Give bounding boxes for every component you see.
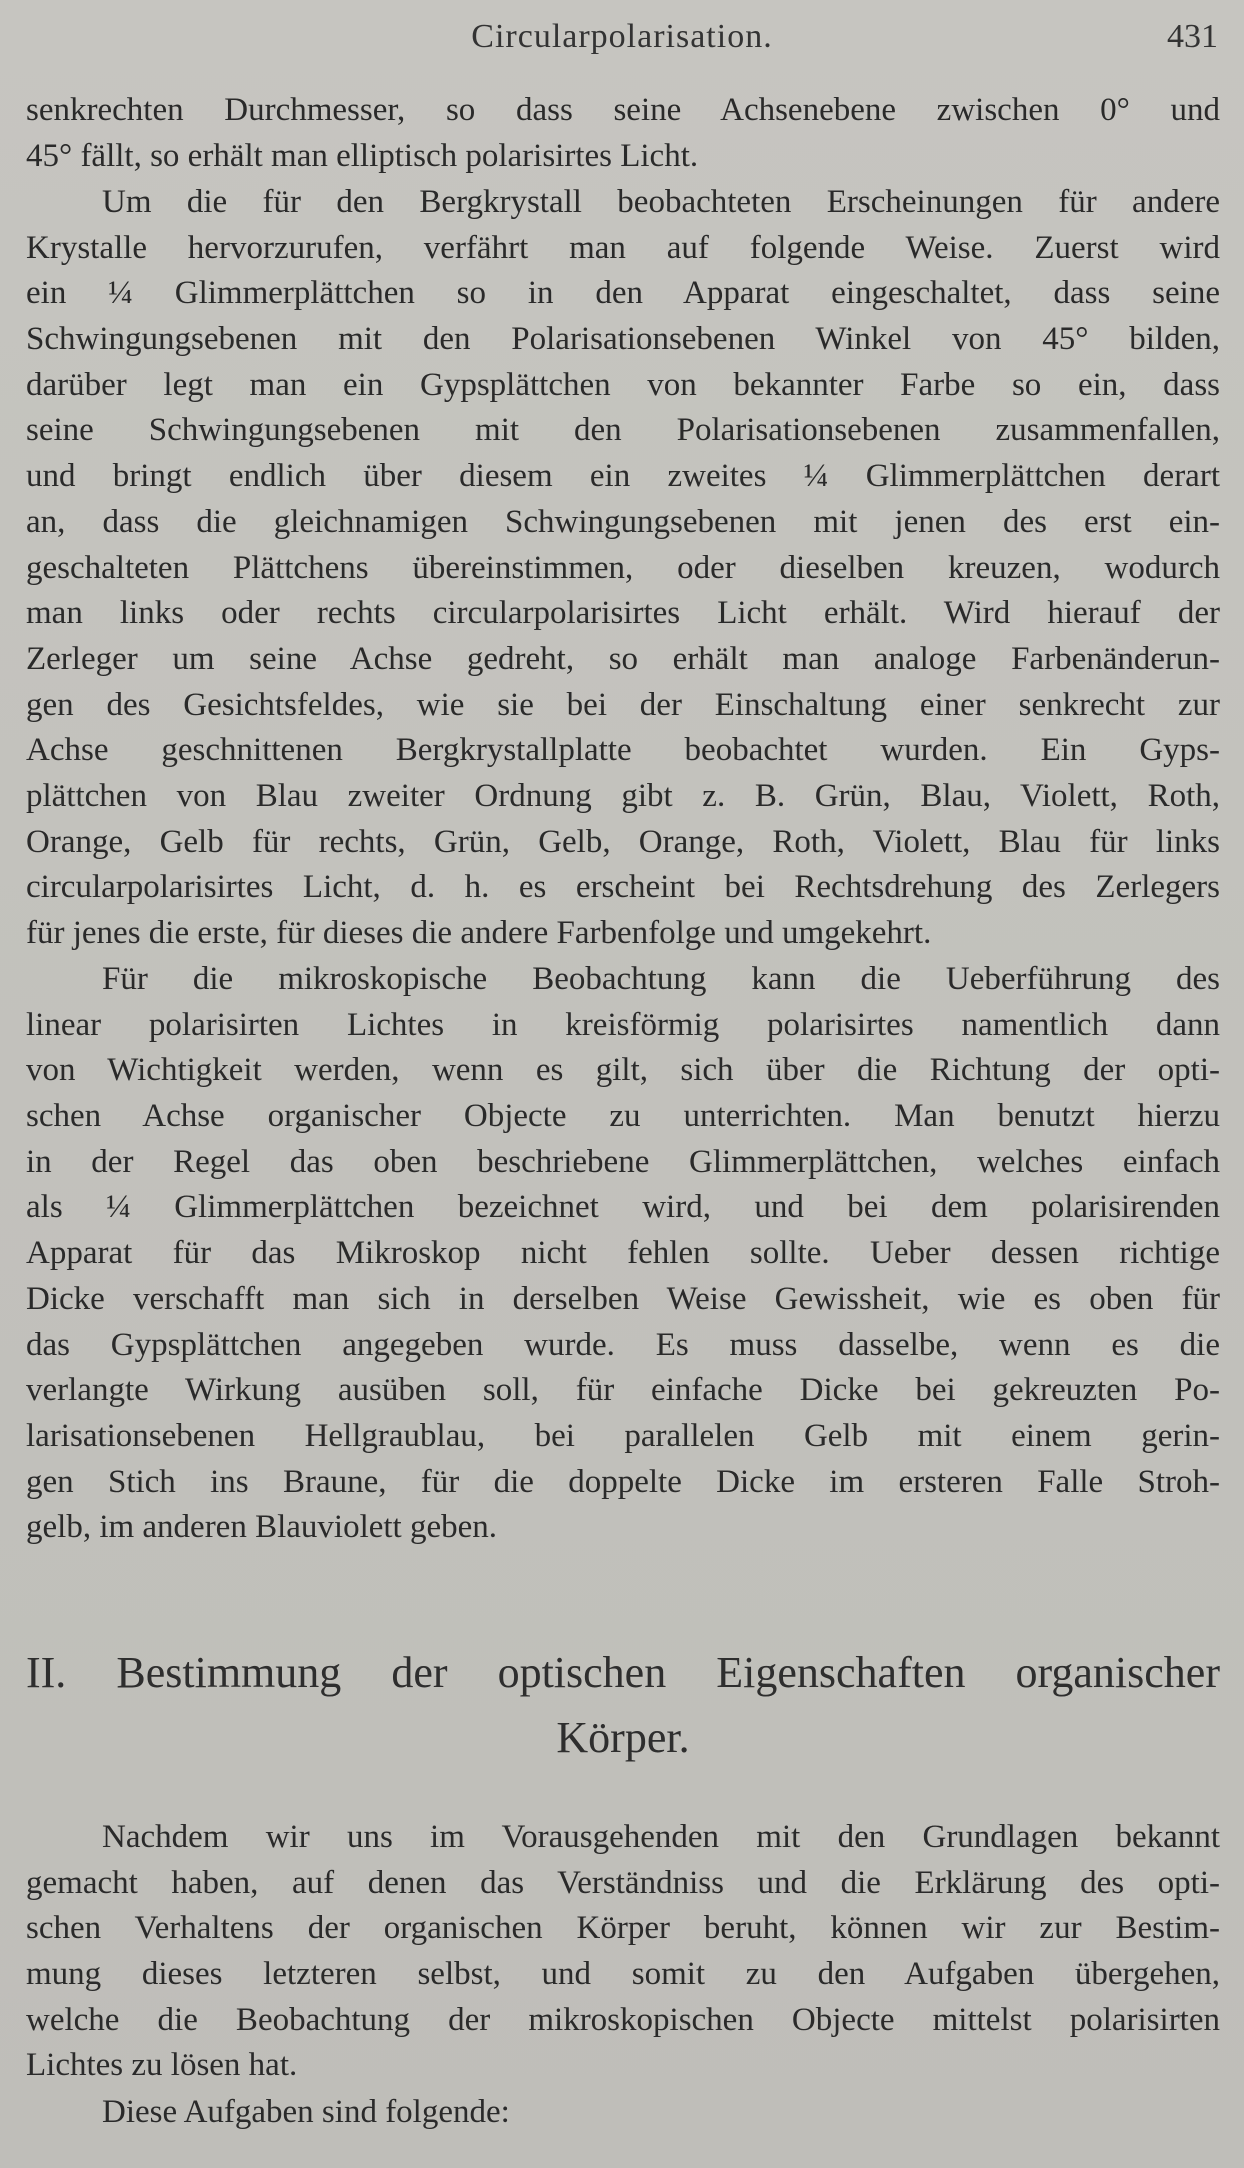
- text-line: Orange, Gelb für rechts, Grün, Gelb, Orange, Roth, Violett, Blau für links: [26, 823, 1220, 860]
- text-line: mung dieses letzteren selbst, und somit zu den Aufgaben übergehen,: [26, 1956, 1220, 1993]
- paragraph-introduction: [26, 1815, 1220, 2089]
- text-line: verlangte Wirkung ausüben soll, für einfache Dicke bei gekreuzten Po-: [26, 1372, 1220, 1409]
- text-line: larisationsebenen Hellgraublau, bei parallelen Gelb mit einem gerin-: [26, 1417, 1220, 1454]
- text-line: das Gypsplättchen angegeben wurde. Es muss dasselbe, wenn es die: [26, 1326, 1220, 1363]
- text-line: gen Stich ins Braune, für die doppelte Dicke im ersteren Falle Stroh-: [26, 1463, 1220, 1500]
- section-heading-line: Körper.: [556, 1713, 690, 1762]
- text-line: Lichtes zu lösen hat.: [26, 2047, 298, 2084]
- text-line: gelb, im anderen Blauviolett geben.: [26, 1509, 498, 1546]
- section-heading: [26, 1640, 1220, 1770]
- text-line: geschalteten Plättchens übereinstimmen, oder dieselben kreuzen, wodurch: [26, 549, 1220, 586]
- text-line: linear polarisirten Lichtes in kreisförmig polarisirtes namentlich dann: [26, 1006, 1220, 1043]
- text-line: gen des Gesichtsfeldes, wie sie bei der Einschaltung einer senkrecht zur: [26, 686, 1220, 723]
- text-line: ein ¼ Glimmerplättchen so in den Apparat eingeschaltet, dass seine: [26, 275, 1220, 312]
- text-line: und bringt endlich über diesem ein zweites ¼ Glimmerplättchen derart: [26, 458, 1220, 495]
- text-line: an, dass die gleichnamigen Schwingungsebenen mit jenen des erst ein-: [26, 503, 1220, 540]
- text-line: welche die Beobachtung der mikroskopischen Objecte mittelst polarisirten: [26, 2001, 1220, 2038]
- section-heading-line: II. Bestimmung der optischen Eigenschaften organischer: [26, 1648, 1220, 1697]
- text-line: 45° fällt, so erhält man elliptisch polarisirtes Licht.: [26, 137, 699, 174]
- text-line: Dicke verschafft man sich in derselben Weise Gewissheit, wie es oben für: [26, 1280, 1220, 1317]
- running-title: Circularpolarisation.: [471, 18, 773, 55]
- text-line: gemacht haben, auf denen das Verständniss und die Erklärung des opti-: [26, 1864, 1220, 1901]
- text-line: Krystalle hervorzurufen, verfährt man auf folgende Weise. Zuerst wird: [26, 229, 1220, 266]
- text-line: circularpolarisirtes Licht, d. h. es erscheint bei Rechtsdrehung des Zerlegers: [26, 869, 1220, 906]
- text-line: als ¼ Glimmerplättchen bezeichnet wird, und bei dem polarisirenden: [26, 1189, 1220, 1226]
- text-line: schen Achse organischer Objecte zu unterrichten. Man benutzt hierzu: [26, 1098, 1220, 1135]
- text-line: Achse geschnittenen Bergkrystallplatte beobachtet wurden. Ein Gyps-: [26, 732, 1220, 769]
- paragraph-microscopic-observation: [26, 957, 1220, 1551]
- text-line: für jenes die erste, für dieses die andere Farbenfolge und umgekehrt.: [26, 915, 932, 951]
- text-line: Für die mikroskopische Beobachtung kann die Ueberführung des: [102, 961, 1220, 997]
- text-line: in der Regel das oben beschriebene Glimmerplättchen, welches einfach: [26, 1143, 1220, 1180]
- text-line: Apparat für das Mikroskop nicht fehlen sollte. Ueber dessen richtige: [26, 1235, 1220, 1272]
- text-line: von Wichtigkeit werden, wenn es gilt, sich über die Richtung der opti-: [26, 1052, 1220, 1089]
- text-line: seine Schwingungsebenen mit den Polarisationsebenen zusammenfallen,: [26, 412, 1220, 449]
- text-line: plättchen von Blau zweiter Ordnung gibt z. B. Grün, Blau, Violett, Roth,: [26, 777, 1220, 814]
- text-line: Schwingungsebenen mit den Polarisationsebenen Winkel von 45° bilden,: [26, 321, 1220, 358]
- text-line: Zerleger um seine Achse gedreht, so erhält man analoge Farbenänderun-: [26, 640, 1220, 677]
- text-line: darüber legt man ein Gypsplättchen von bekannter Farbe so ein, dass: [26, 366, 1220, 403]
- page-header: [0, 18, 1244, 68]
- paragraph-tasks: [26, 2090, 1220, 2136]
- paragraph-crystal-method: [26, 180, 1220, 957]
- text-line: man links oder rechts circularpolarisirtes Licht erhält. Wird hierauf der: [26, 595, 1220, 632]
- page-number: 431: [1167, 18, 1218, 55]
- text-line: Diese Aufgaben sind folgende:: [102, 2094, 510, 2130]
- text-line: schen Verhaltens der organischen Körper beruht, können wir zur Bestim-: [26, 1910, 1220, 1947]
- text-line: Nachdem wir uns im Vorausgehenden mit den Grundlagen bekannt: [102, 1819, 1220, 1855]
- text-line: Um die für den Bergkrystall beobachteten Erscheinungen für andere: [102, 184, 1220, 220]
- paragraph-continuation: [26, 88, 1220, 179]
- text-line: senkrechten Durchmesser, so dass seine Achsenebene zwischen 0° und: [26, 92, 1220, 128]
